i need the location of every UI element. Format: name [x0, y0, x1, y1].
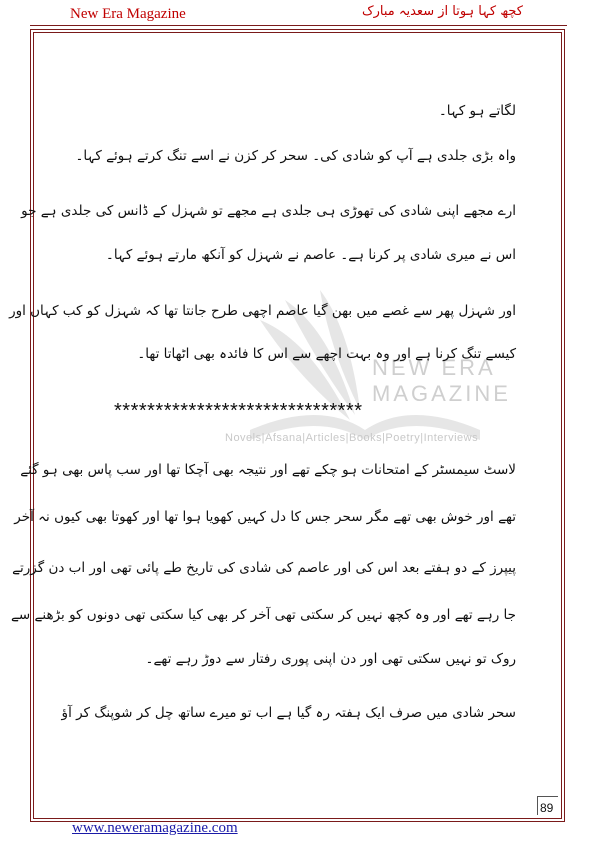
body-line-6: کیسے تنگ کرنا ہے اور وہ بہت اچھے سے اس کا فائدہ بھی اٹھاتا تھا۔ [137, 346, 516, 362]
body-line-1: لگاتے ہو کہا۔ [438, 103, 516, 119]
body-line-5: اور شہزل پھر سے غصے میں بھن گیا عاصم اچھی طرح جانتا تھا کہ شہزل کو کب کہاں اور [9, 303, 516, 319]
body-line-3: ارے مجھے اپنی شادی کی تھوڑی ہی جلدی ہے مجھے تو شہزل کے ڈانس کی جلدی ہے جو [21, 203, 516, 219]
watermark-title: NEW ERA MAGAZINE [372, 355, 511, 406]
header-magazine-title: New Era Magazine [70, 6, 186, 22]
header-story-title: کچھ کہا ہوتا از سعدیہ مبارک [361, 4, 523, 19]
body-line-2: واہ بڑی جلدی ہے آپ کو شادی کی۔ سحر کر کزن نے اسے تنگ کرتے ہوئے کہا۔ [75, 148, 516, 164]
page-number: 89 [540, 801, 554, 815]
body-line-8: تھے اور خوش بھی تھے مگر سحر جس کا دل کہیں کھویا ہوا تھا اور کھوتا بھی کیوں نہ آخر [14, 509, 516, 525]
header-rule [30, 25, 567, 26]
footer-website-link[interactable]: www.neweramagazine.com [72, 820, 238, 836]
watermark-subtitle: Novels|Afsana|Articles|Books|Poetry|Interviews [225, 432, 479, 444]
body-line-10: جا رہے تھے اور وہ کچھ نہیں کر سکتی تھی آخر کر بھی کیا سکتی تھی دونوں کو بڑھنے سے [10, 607, 516, 623]
body-line-9: پیپرز کے دو ہفتے بعد اس کی اور عاصم کی شادی کی تاریخ طے پائی تھی اور اب دن گزرتے [12, 560, 516, 576]
body-line-7: لاسٹ سیمسٹر کے امتحانات ہو چکے تھے اور نتیجہ بھی آچکا تھا اور سب پاس بھی ہو گئے [20, 462, 516, 478]
body-line-12: سحر شادی میں صرف ایک ہفتہ رہ گیا ہے اب تو میرے ساتھ چل کر شوپنگ کر آؤ [61, 705, 516, 721]
section-separator: ****************************** [114, 400, 363, 422]
body-line-11: روک تو نہیں سکتی تھی اور دن اپنی پوری رفتار سے دوڑ رہے تھے۔ [145, 651, 516, 667]
body-line-4: اس نے میری شادی پر کرنا ہے۔ عاصم نے شہزل کو آنکھ مارتے ہوئے کہا۔ [105, 247, 516, 263]
